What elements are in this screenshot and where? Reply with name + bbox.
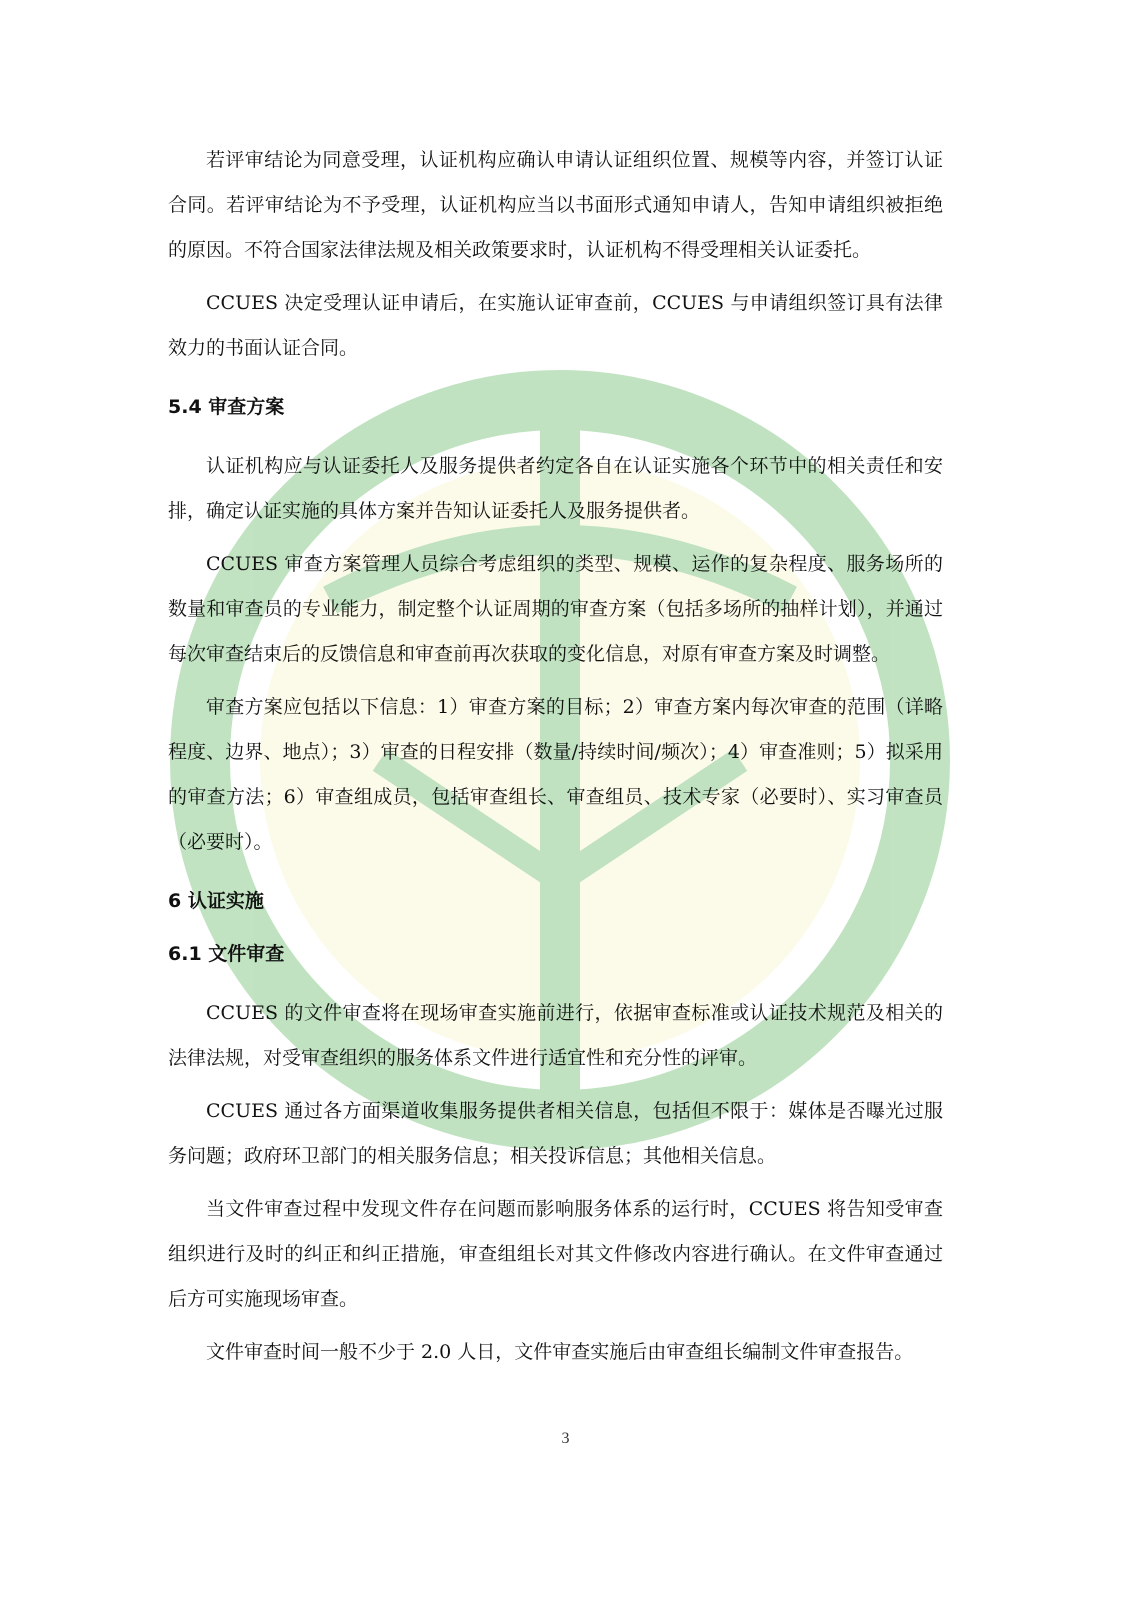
paragraph-corrective-action: 当文件审查过程中发现文件存在问题而影响服务体系的运行时，CCUES 将告知受审查组织进行及时的纠正和纠正措施，审查组组长对其文件修改内容进行确认。在文件审查通过后方可实施现场审查。 (168, 1198, 943, 1310)
paragraph-responsibilities: 认证机构应与认证委托人及服务提供者约定各自在认证实施各个环节中的相关责任和安排，确定认证实施的具体方案并告知认证委托人及服务提供者。 (168, 455, 943, 522)
paragraph-audit-programme: CCUES 审查方案管理人员综合考虑组织的类型、规模、运作的复杂程度、服务场所的数量和审查员的专业能力，制定整个认证周期的审查方案（包括多场所的抽样计划），并通过每次审查结束后的反馈信息和审查前再次获取的变化信息，对原有审查方案及时调整。 (168, 553, 943, 665)
heading-5-4: 5.4 审查方案 (168, 396, 285, 418)
paragraph-programme-info: 审查方案应包括以下信息：1）审查方案的目标；2）审查方案内每次审查的范围（详略程度、边界、地点）；3）审查的日程安排（数量/持续时间/频次）；4）审查准则；5）拟采用的审查方法；6）审查组成员，包括审查组长、审查组员、技术专家（必要时）、实习审查员（必要时）。 (168, 696, 943, 853)
page-number: 3 (561, 1430, 570, 1447)
heading-6: 6 认证实施 (168, 890, 264, 912)
paragraph-acceptance-result: 若评审结论为同意受理，认证机构应确认申请认证组织位置、规模等内容，并签订认证合同。若评审结论为不予受理，认证机构应当以书面形式通知申请人，告知申请组织被拒绝的原因。不符合国家法律法规及相关政策要求时，认证机构不得受理相关认证委托。 (168, 149, 943, 261)
paragraph-contract: CCUES 决定受理认证申请后，在实施认证审查前，CCUES 与申请组织签订具有法律效力的书面认证合同。 (168, 292, 943, 359)
paragraph-document-review: CCUES 的文件审查将在现场审查实施前进行，依据审查标准或认证技术规范及相关的法律法规，对受审查组织的服务体系文件进行适宜性和充分性的评审。 (168, 1002, 943, 1069)
paragraph-review-time: 文件审查时间一般不少于 2.0 人日，文件审查实施后由审查组长编制文件审查报告。 (206, 1341, 914, 1363)
document-body (168, 138, 943, 1375)
heading-6-1: 6.1 文件审查 (168, 943, 285, 965)
paragraph-information-collection: CCUES 通过各方面渠道收集服务提供者相关信息，包括但不限于：媒体是否曝光过服务问题；政府环卫部门的相关服务信息；相关投诉信息；其他相关信息。 (168, 1100, 943, 1167)
